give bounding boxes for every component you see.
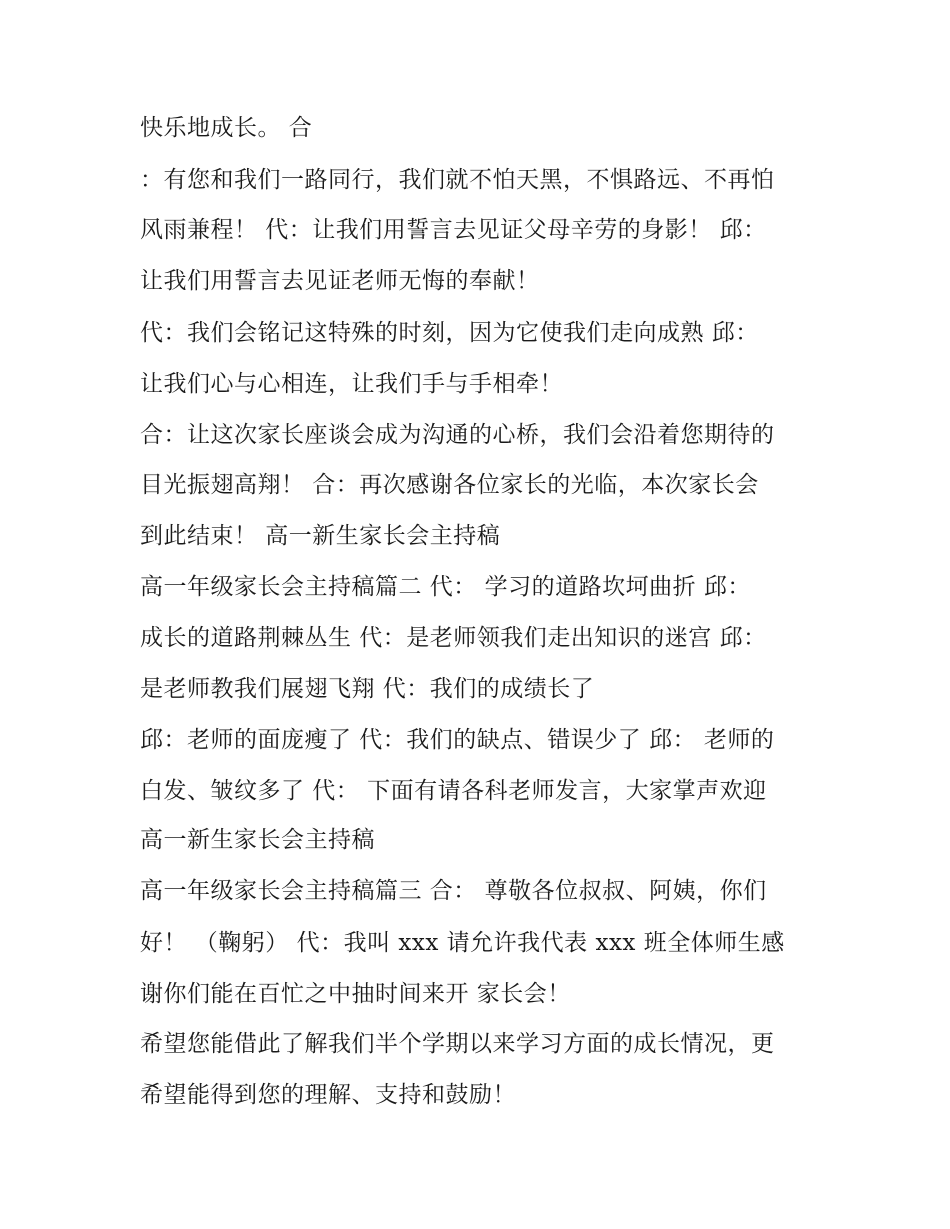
text-line: 希望能得到您的理解、支持和鼓励！	[140, 1082, 516, 1108]
text-line: 白发、皱纹多了 代： 下面有请各科老师发言，大家掌声欢迎	[140, 778, 767, 804]
text-line: 风雨兼程！ 代：让我们用誓言去见证父母辛劳的身影！ 邱：	[140, 217, 767, 243]
text-line: 谢你们能在百忙之中抽时间来开 家长会！	[140, 981, 571, 1007]
text-line: 好！ （鞠躬） 代：我叫 xxx 请允许我代表 xxx 班全体师生感	[140, 930, 785, 956]
text-line: 合：让这次家长座谈会成为沟通的心桥，我们会沿着您期待的	[140, 422, 775, 448]
text-line: 高一年级家长会主持稿篇三 合： 尊敬各位叔叔、阿姨，你们	[140, 878, 767, 904]
text-line: 目光振翅高翔！ 合：再次感谢各位家长的光临，本次家长会	[140, 472, 759, 498]
text-line: ：有您和我们一路同行，我们就不怕天黑，不惧路远、不再怕	[140, 167, 775, 193]
text-line: 是老师教我们展翅飞翔 代：我们的成绩长了	[140, 676, 595, 702]
text-line: 快乐地成长。 合	[140, 115, 313, 141]
text-line: 让我们用誓言去见证老师无悔的奉献！	[140, 268, 540, 294]
text-line: 邱：老师的面庞瘦了 代：我们的缺点、错误少了 邱： 老师的	[140, 727, 775, 753]
text-line: 到此结束！ 高一新生家长会主持稿	[140, 523, 501, 549]
text-line: 成长的道路荆棘丛生 代：是老师领我们走出知识的迷宫 邱：	[140, 625, 767, 651]
text-line: 高一新生家长会主持稿	[140, 827, 375, 853]
text-line: 代：我们会铭记这特殊的时刻，因为它使我们走向成熟 邱：	[140, 320, 759, 346]
text-line: 希望您能借此了解我们半个学期以来学习方面的成长情况，更	[140, 1031, 775, 1057]
text-line: 高一年级家长会主持稿篇二 代： 学习的道路坎坷曲折 邱：	[140, 574, 751, 600]
text-line: 让我们心与心相连，让我们手与手相牵！	[140, 371, 563, 397]
